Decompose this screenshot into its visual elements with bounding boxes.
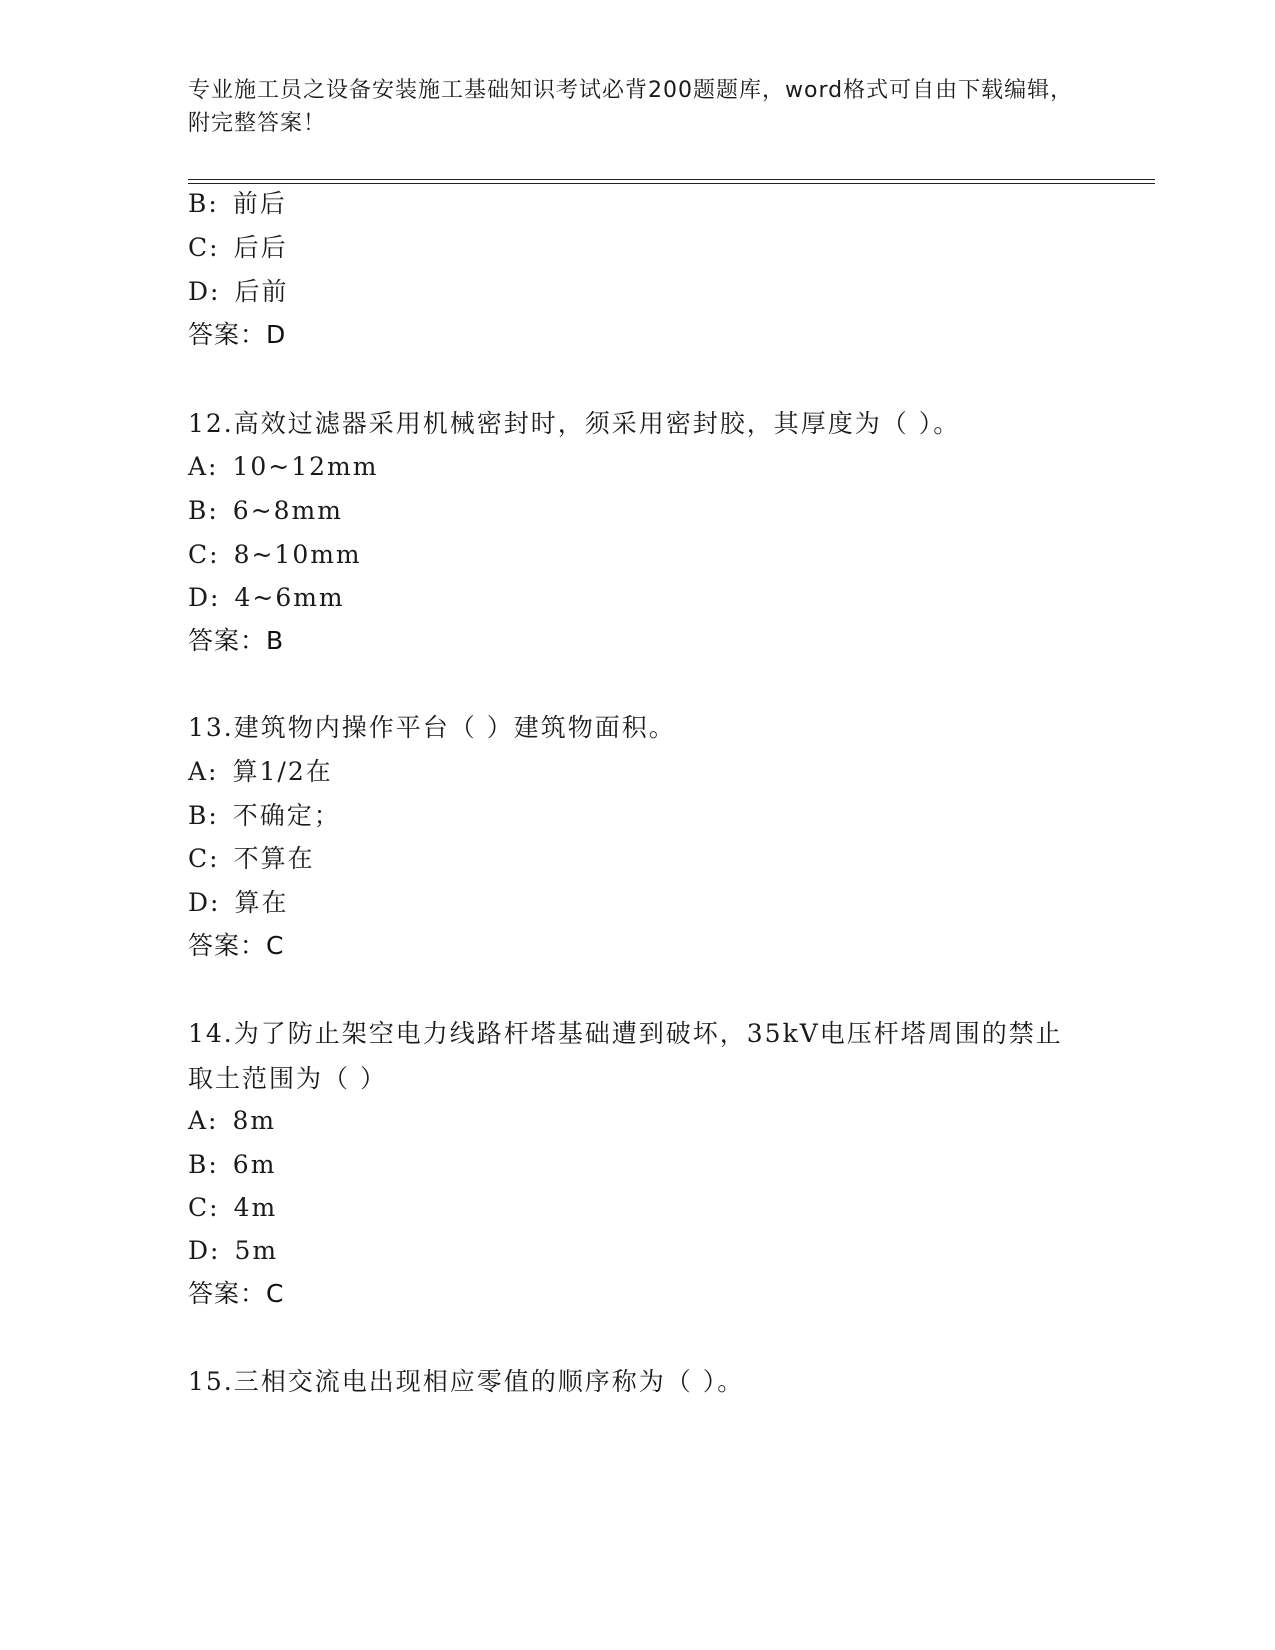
option-letter: B: [188,1150,219,1179]
q13-option-d [188,887,288,919]
q13-option-a [188,756,333,788]
option-text: 10~12mm [232,452,379,481]
option-text: 6m [232,1150,277,1179]
option-letter: A: [188,452,219,481]
q14-option-a [188,1105,276,1137]
option-text: 4m [233,1193,278,1222]
q11-option-b [188,188,287,220]
q12-option-b [188,495,343,527]
document-header: 专业施工员之设备安装施工基础知识考试必背200题题库，word格式可自由下载编辑，附完整答案！ [188,78,1074,136]
option-text: 4~6mm [234,583,345,612]
q15-question: 15.三相交流电出现相应零值的顺序称为（ ）。 [188,1367,745,1396]
option-text: 算在 [234,888,289,917]
q12-question: 12.高效过滤器采用机械密封时，须采用密封胶，其厚度为（ ）。 [188,409,961,438]
q14-option-c [188,1192,277,1224]
option-letter: D: [188,583,221,612]
option-text: 后后 [233,233,288,262]
q11-answer: 答案：D [188,320,287,349]
q12-option-c [188,539,362,571]
option-text: 6~8mm [232,496,343,525]
q14-option-d [188,1235,278,1267]
option-text: 前后 [232,189,287,218]
option-letter: D: [188,1236,221,1265]
option-letter: C: [188,1193,220,1222]
q13-question: 13.建筑物内操作平台（ ）建筑物面积。 [188,713,676,742]
option-letter: C: [188,233,220,262]
option-letter: A: [188,1106,219,1135]
option-letter: C: [188,540,220,569]
option-letter: B: [188,801,219,830]
option-letter: B: [188,189,219,218]
header-divider-bottom [188,183,1155,184]
option-letter: D: [188,888,221,917]
q12-option-d [188,582,345,614]
option-text: 不确定； [232,801,341,830]
option-text: 算1/2在 [232,757,333,786]
q11-option-c [188,232,288,264]
q13-option-c [188,843,315,875]
option-text: 8~10mm [233,540,362,569]
option-text: 8m [232,1106,277,1135]
option-text: 后前 [234,277,289,306]
header-divider-top [188,179,1155,180]
q13-answer: 答案：C [188,931,285,960]
option-text: 5m [234,1236,279,1265]
q13-option-b [188,800,341,832]
q14-option-b [188,1149,276,1181]
q12-option-a [188,451,378,483]
q14-answer: 答案：C [188,1279,285,1308]
q12-answer: 答案：B [188,626,285,655]
q14-question: 14.为了防止架空电力线路杆塔基础遭到破坏，35kV电压杆塔周围的禁止取土范围为（ ） [188,1019,1063,1093]
option-letter: D: [188,277,221,306]
option-letter: B: [188,496,219,525]
option-letter: C: [188,844,220,873]
q11-option-d [188,276,288,308]
option-text: 不算在 [233,844,315,873]
option-letter: A: [188,757,219,786]
